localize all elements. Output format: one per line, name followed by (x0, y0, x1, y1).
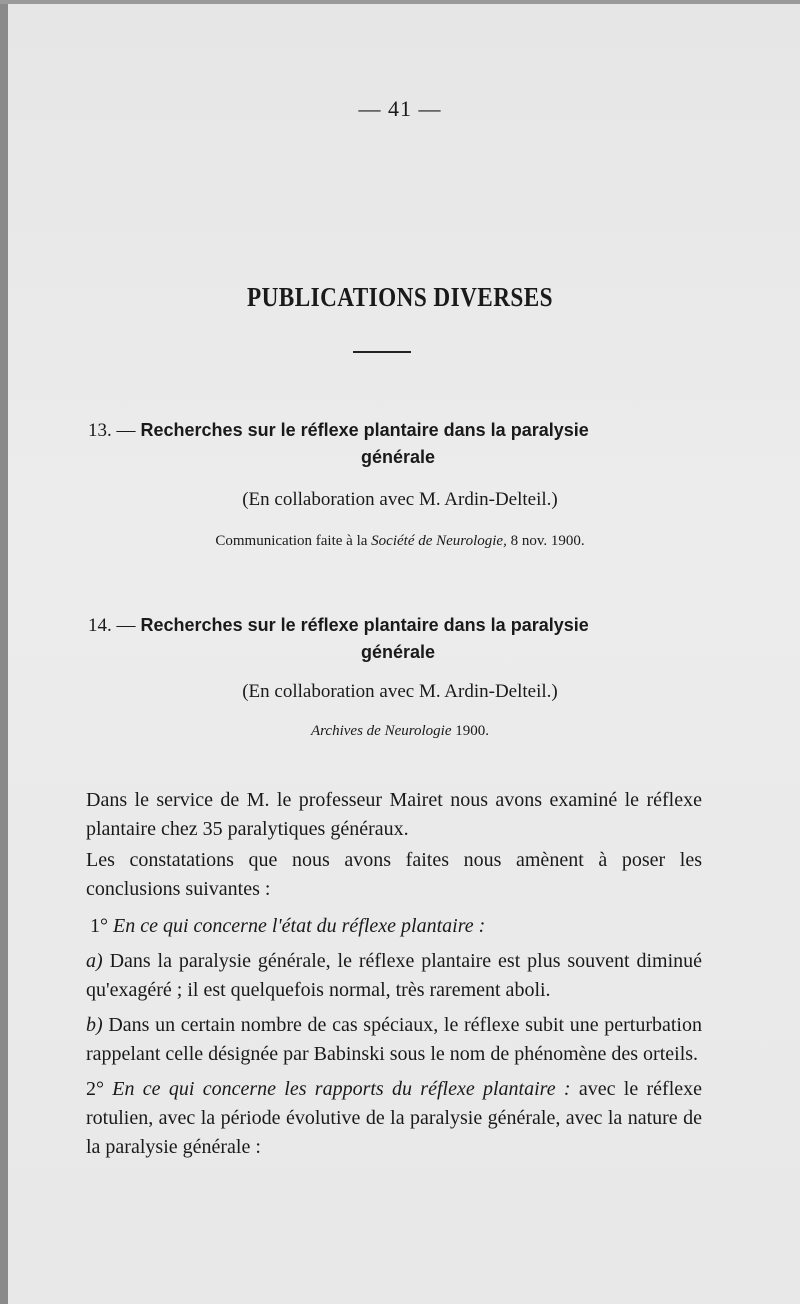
source-date: 1900. (455, 723, 489, 739)
source-prefix: Communication faite à la (215, 533, 368, 549)
item-a-text: Dans la paralysie générale, le réflexe plantaire est plus souvent diminué qu'exagéré ; il est quelquefois normal, très rarement aboli. (86, 950, 703, 1001)
conclusion-2-heading: En ce qui concerne les rapports du réflexe plantaire : (112, 1078, 571, 1100)
source-journal: Société de Neurologie, (371, 533, 507, 549)
entry-14-heading (88, 612, 708, 665)
conclusion-1-number: 1° (90, 915, 108, 937)
source-date: 8 nov. 1900. (510, 533, 585, 549)
entry-number: 14. — (88, 615, 136, 636)
entry-13-collaboration: (En collaboration avec M. Ardin-Delteil.) (242, 489, 558, 510)
scan-edge-top (0, 0, 800, 4)
entry-14-collaboration: (En collaboration avec M. Ardin-Delteil.) (242, 681, 558, 702)
entry-title-line1: Recherches sur le réflexe plantaire dans la paralysie (140, 420, 589, 440)
entry-13-source (0, 533, 800, 550)
entry-14-source (0, 723, 800, 740)
item-b-text: Dans un certain nombre de cas spéciaux, le réflexe subit une perturbation rappelant celle désignée par Babinski sous le nom de phénomène des orteils. (86, 1014, 702, 1065)
paragraph-2: Les constatations que nous avons faites nous amènent à poser les conclusions suivantes : (86, 849, 702, 900)
body-text (86, 786, 702, 1162)
title-rule (353, 351, 411, 353)
source-journal: Archives de Neurologie (310, 723, 452, 739)
paragraph-1: Dans le service de M. le professeur Mairet nous avons examiné le réflexe plantaire chez 35 paralytiques généraux. (86, 789, 702, 840)
page-number: — 41 — (358, 96, 442, 121)
paragraph-4 (86, 947, 702, 1005)
conclusion-2-number: 2° (86, 1078, 104, 1100)
page-title: PUBLICATIONS DIVERSES (246, 282, 554, 312)
conclusion-1-heading: En ce qui concerne l'état du réflexe plantaire : (113, 915, 486, 937)
scan-edge-left (0, 0, 8, 1304)
item-a-label: a) (86, 950, 103, 972)
entry-13-heading (88, 417, 708, 470)
paragraph-5 (86, 1011, 702, 1069)
paragraph-3 (86, 912, 702, 941)
paragraph-6 (86, 1075, 702, 1162)
entry-title-line2: générale (360, 447, 436, 467)
entry-title-line1: Recherches sur le réflexe plantaire dans la paralysie (140, 615, 589, 635)
conclusion-2-text: avec le réflexe rotulien, avec la période évolutive de la paralysie générale, avec la nature de la paralysie générale : (86, 1078, 703, 1158)
item-b-label: b) (86, 1014, 103, 1036)
entry-title-line2: générale (360, 642, 436, 662)
entry-number: 13. — (88, 420, 136, 441)
